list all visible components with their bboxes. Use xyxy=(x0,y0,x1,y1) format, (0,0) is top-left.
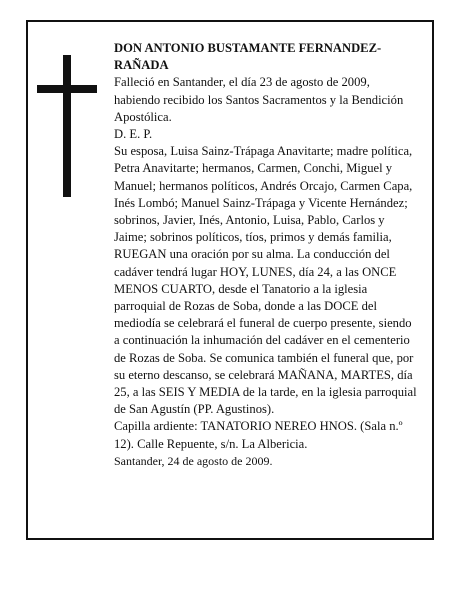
place-date: Santander, 24 de agosto de 2009. xyxy=(114,453,273,468)
cross-icon xyxy=(63,55,71,197)
deceased-name: DON ANTONIO BUSTAMANTE FERNANDEZ-RAÑADA xyxy=(114,41,382,73)
ceremony-details: RUEGAN una oración por su alma. La conducción del cadáver tendrá lugar HOY, LUNES, día 24, a las ONCE MENOS CUARTO, desde el Tanatorio a la iglesia parroquial de Rozas de Soba, donde a las DOCE del mediodía se celebrará el funeral de cuerpo presente, siendo a continuación la inhumación del cadáver en el cementerio de Rozas de Soba. Se comunica también el funeral que, por su eterno descanso, se celebrará MAÑANA, MARTES, día 25, a las SEIS Y MEDIA de la tarde, en la iglesia parroquial de San Agustín (PP. Agustinos). xyxy=(114,247,417,417)
obituary-text xyxy=(114,40,418,470)
dep-line: D. E. P. xyxy=(114,127,153,142)
cross-icon-bar xyxy=(37,85,97,93)
death-notice: Falleció en Santander, el día 23 de agosto de 2009, habiendo recibido los Santos Sacramentos y la Bendición Apostólica. xyxy=(114,75,404,124)
chapel-info: Capilla ardiente: TANATORIO NEREO HNOS. (Sala n.º 12). Calle Repuente, s/n. La Albericia. xyxy=(114,419,403,451)
family-list: Su esposa, Luisa Sainz-Trápaga Anavitarte; madre política, Petra Anavitarte; hermanos, Carmen, Conchi, Miguel y Manuel; hermanos políticos, Andrés Orcajo, Carmen Capa, Inés Lombó; Manuel Sainz-Trápaga y Vicente Hernández; sobrinos, Javier, Inés, Antonio, Luisa, Pablo, Carlos y Jaime; sobrinos políticos, tíos, primos y demás familia, xyxy=(114,144,413,245)
